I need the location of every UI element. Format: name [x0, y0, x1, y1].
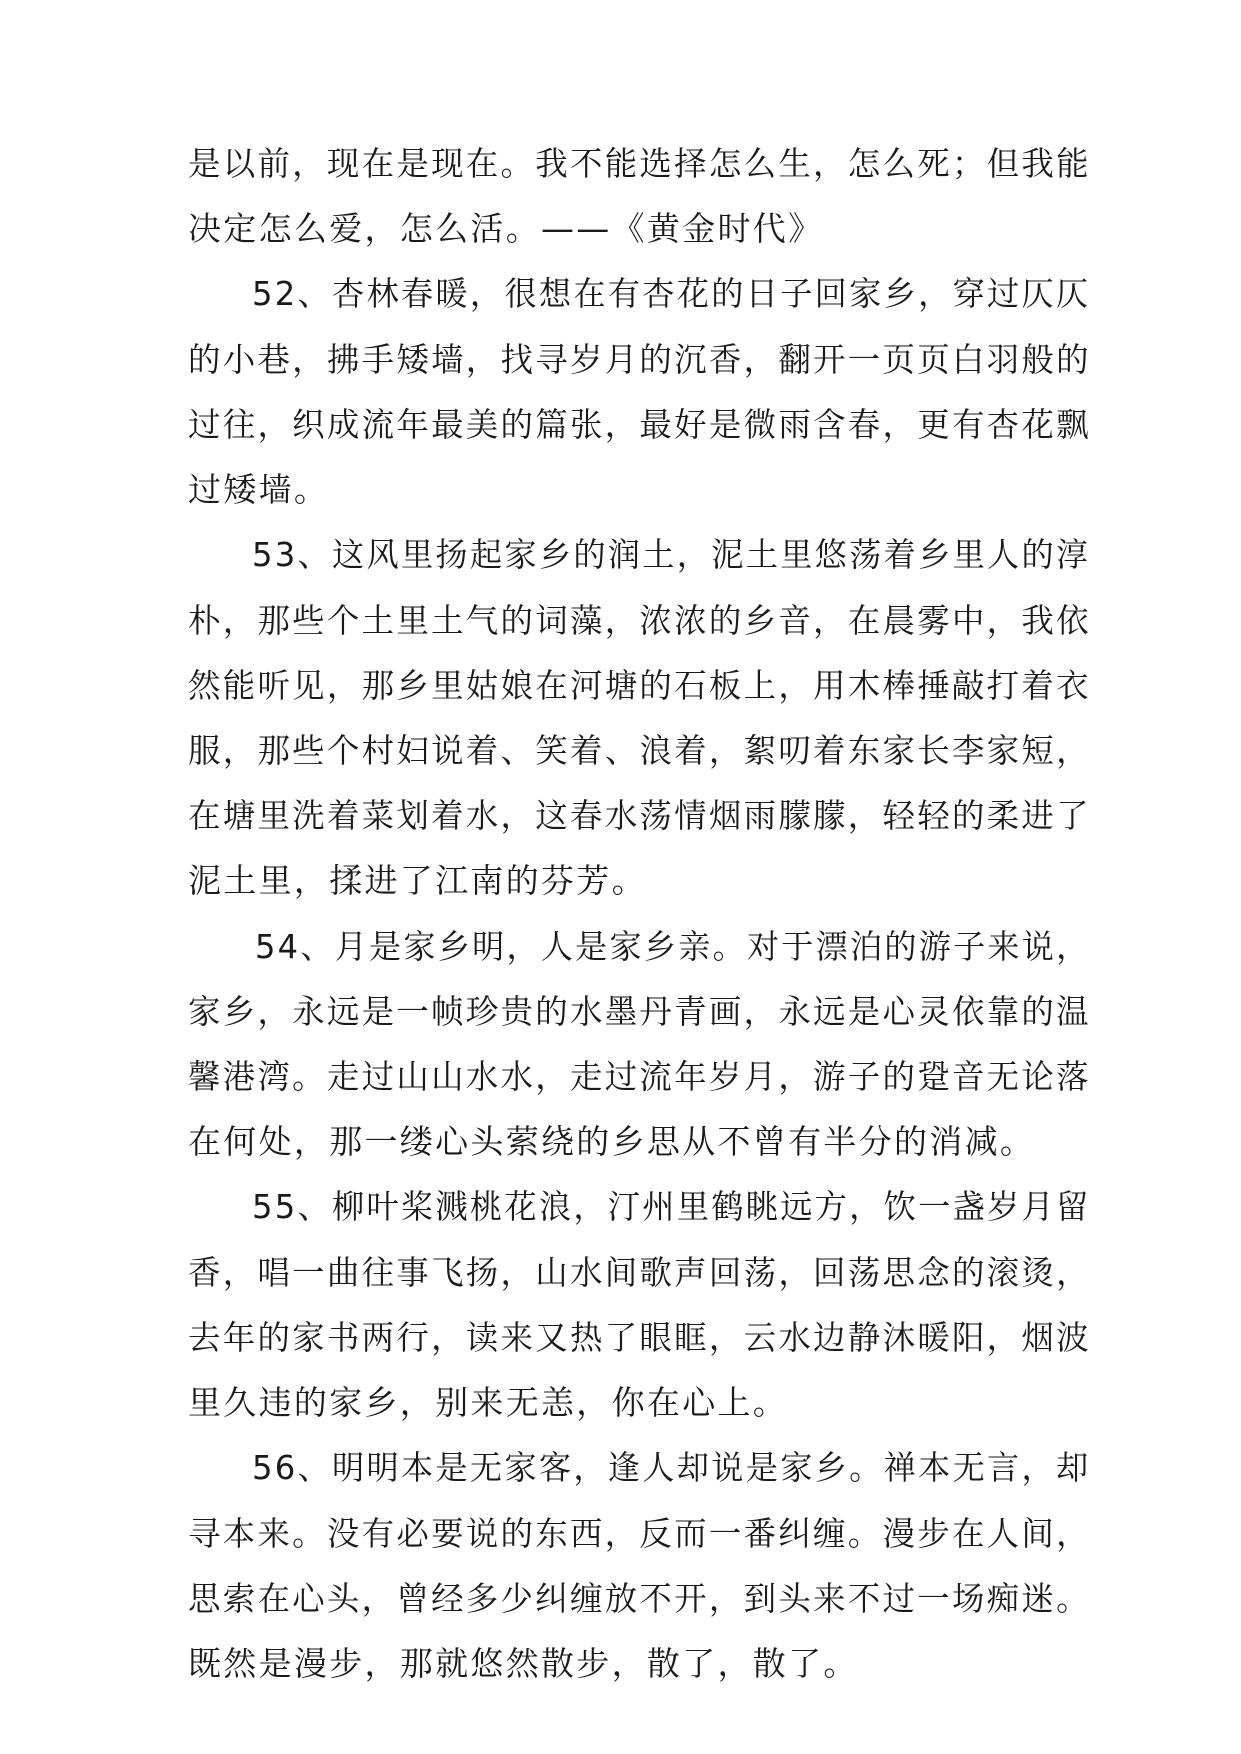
- text-line: 里久违的家乡，别来无恙，你在心上。: [188, 1383, 789, 1422]
- paragraph-52-start: 52、杏林春暖，很想在有杏花的日子回家乡，穿过仄仄: [252, 274, 1091, 313]
- paragraph-55-start: 55、柳叶桨溅桃花浪，汀州里鹤眺远方，饮一盏岁月留: [252, 1187, 1091, 1226]
- text-line: 寻本来。没有必要说的东西，反而一番纠缠。漫步在人间，: [188, 1514, 1091, 1553]
- text-line: 过往，织成流年最美的篇张，最好是微雨含春，更有杏花飘: [188, 405, 1091, 444]
- paragraph-56-start: 56、明明本是无家客，逢人却说是家乡。禅本无言，却: [252, 1448, 1091, 1487]
- text-line: 去年的家书两行，读来又热了眼眶，云水边静沐暖阳，烟波: [188, 1318, 1091, 1357]
- text-line: 思索在心头，曾经多少纠缠放不开，到头来不过一场痴迷。: [188, 1579, 1091, 1618]
- text-line: 朴，那些个土里土气的词藻，浓浓的乡音，在晨雾中，我依: [188, 601, 1091, 640]
- text-line: 是以前，现在是现在。我不能选择怎么生，怎么死；但我能: [188, 144, 1091, 183]
- paragraph-53-start: 53、这风里扬起家乡的润土，泥土里悠荡着乡里人的淳: [252, 535, 1091, 574]
- paragraph-54-start: 54、月是家乡明，人是家乡亲。对于漂泊的游子来说，: [255, 927, 1091, 966]
- text-line: 然能听见，那乡里姑娘在河塘的石板上，用木棒捶敲打着衣: [188, 666, 1091, 705]
- text-line: 的小巷，拂手矮墙，找寻岁月的沉香，翻开一页页白羽般的: [188, 340, 1091, 379]
- text-line: 香，唱一曲往事飞扬，山水间歌声回荡，回荡思念的滚烫，: [188, 1253, 1091, 1292]
- text-line: 泥土里，揉进了江南的芬芳。: [188, 861, 647, 900]
- text-line: 过矮墙。: [188, 470, 330, 509]
- text-line: 既然是漫步，那就悠然散步，散了，散了。: [188, 1644, 859, 1683]
- text-line: 服，那些个村妇说着、笑着、浪着，絮叨着东家长李家短，: [188, 731, 1091, 770]
- text-line: 馨港湾。走过山山水水，走过流年岁月，游子的跫音无论落: [188, 1057, 1091, 1096]
- text-line: 在塘里洗着菜划着水，这春水荡情烟雨朦朦，轻轻的柔进了: [188, 796, 1091, 835]
- text-line: 决定怎么爱，怎么活。——《黄金时代》: [188, 209, 824, 248]
- text-line: 家乡，永远是一帧珍贵的水墨丹青画，永远是心灵依靠的温: [188, 992, 1091, 1031]
- text-line: 在何处，那一缕心头萦绕的乡思从不曾有半分的消减。: [188, 1122, 1036, 1161]
